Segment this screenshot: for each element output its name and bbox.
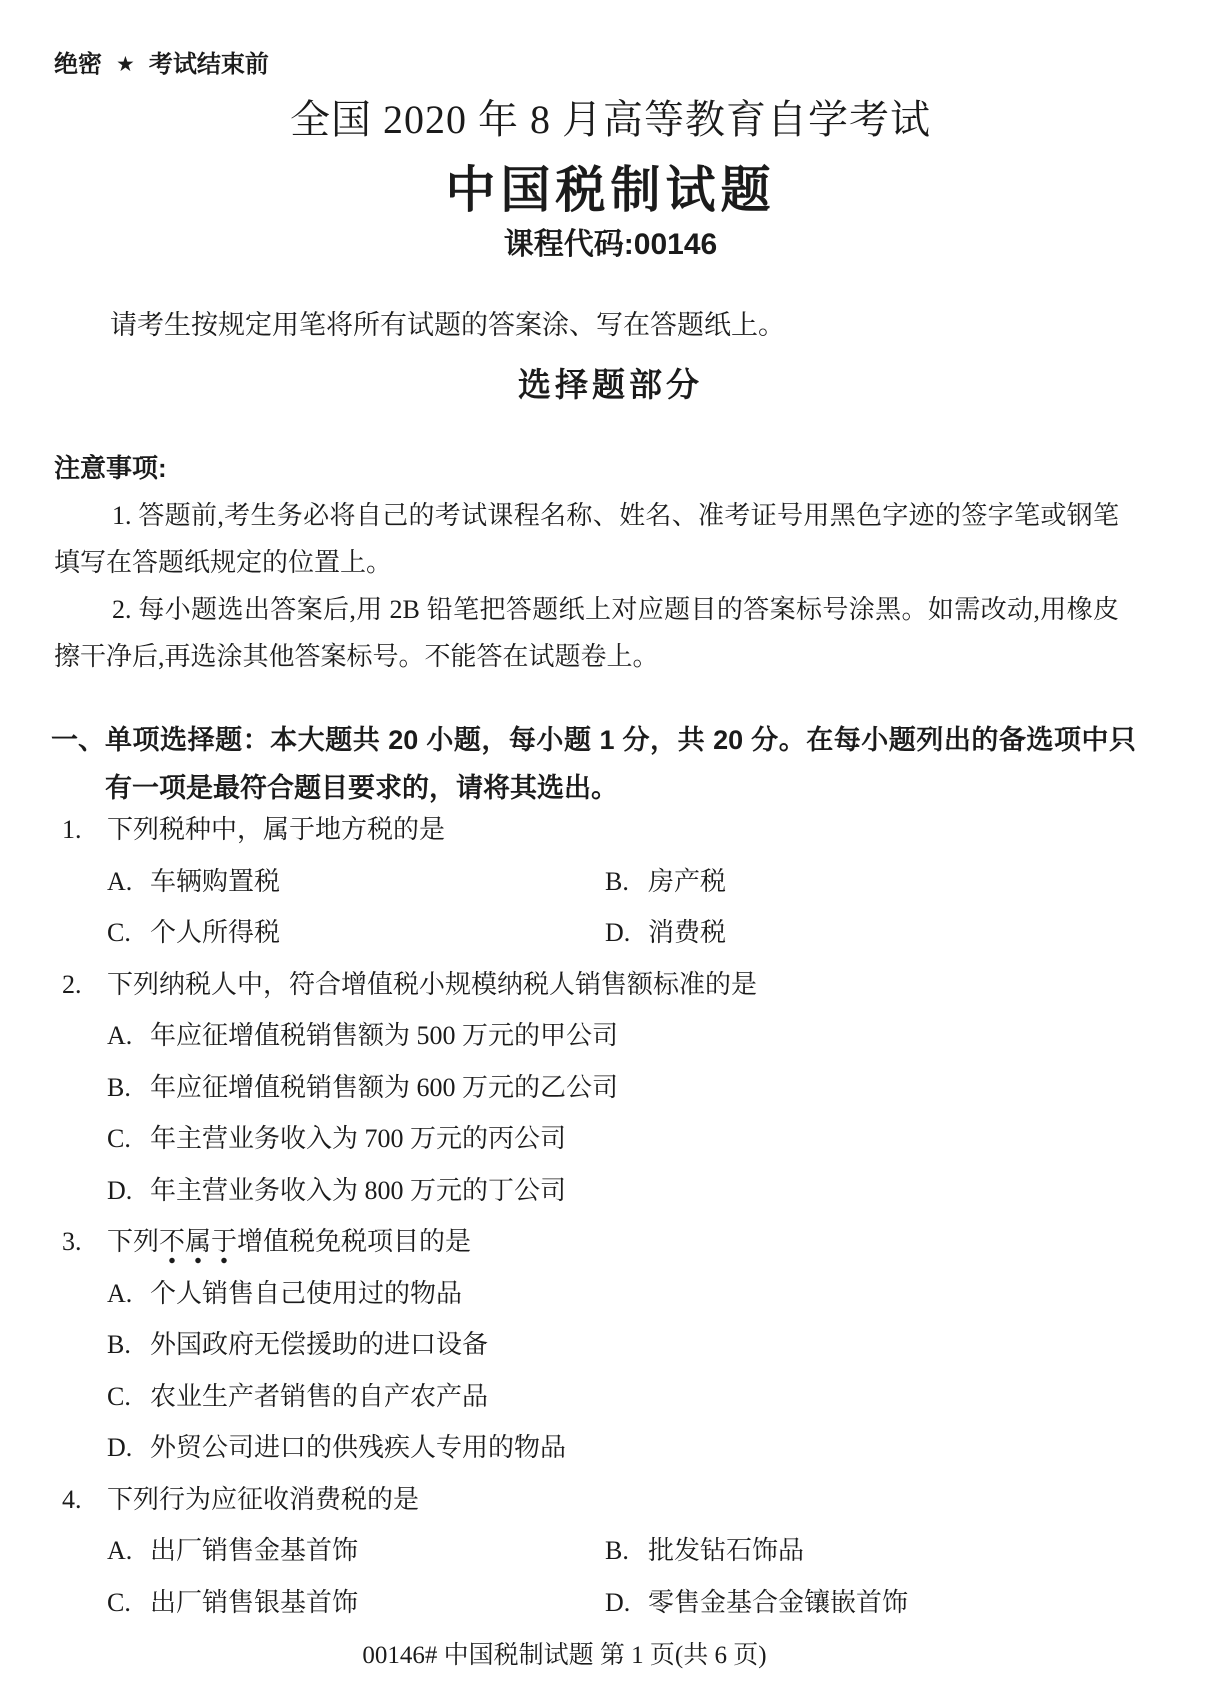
option-text: 个人销售自己使用过的物品 — [150, 1278, 463, 1308]
stem-pre: 下列 — [107, 1227, 160, 1256]
option-b: B. 房产税 — [605, 856, 1162, 908]
question-4 — [62, 1474, 1162, 1629]
exam-title: 全国 2020 年 8 月高等教育自学考试 — [290, 97, 931, 142]
option-a: A. 年应征增值税销售额为 500 万元的甲公司 — [107, 1010, 1162, 1062]
question-number: 4. — [62, 1484, 82, 1514]
option-text: 年主营业务收入为 800 万元的丁公司 — [150, 1175, 567, 1205]
question-stem: 下列行为应征收消费税的是 — [107, 1484, 420, 1514]
question-number: 1. — [62, 815, 82, 844]
notes-block — [54, 445, 1119, 680]
question-number: 3. — [62, 1227, 82, 1256]
option-c: C. 出厂销售银基首饰 — [107, 1577, 605, 1629]
option-text: 零售金基合金镶嵌首饰 — [648, 1587, 909, 1617]
question-1 — [62, 804, 1162, 959]
option-text: 批发钻石饰品 — [648, 1536, 805, 1565]
notes-heading: 注意事项: — [54, 453, 167, 483]
note-item-2: 2. 每小题选出答案后,用 2B 铅笔把答题纸上对应题目的答案标号涂黑。如需改动,用橡皮擦干净后,再选涂其他答案标号。不能答在试题卷上。 — [54, 595, 1119, 671]
question-number: 2. — [62, 969, 82, 999]
secrecy-level-label: 绝密 — [54, 51, 102, 78]
option-text: 个人所得税 — [150, 918, 281, 947]
option-c: C. 个人所得税 — [107, 907, 605, 959]
subject-title: 中国税制试题 — [445, 162, 776, 218]
option-text: 外贸公司进口的供残疾人专用的物品 — [150, 1433, 567, 1462]
option-text: 年应征增值税销售额为 600 万元的乙公司 — [150, 1072, 619, 1102]
option-d: D. 零售金基合金镶嵌首饰 — [605, 1577, 1162, 1629]
stem-post: 增值税免税项目的是 — [237, 1227, 472, 1256]
option-text: 消费税 — [648, 918, 727, 947]
question-stem — [107, 1216, 1162, 1268]
option-text: 出厂销售金基首饰 — [150, 1536, 359, 1565]
option-a: A. 出厂销售金基首饰 — [107, 1525, 605, 1577]
option-c: C. 农业生产者销售的自产农产品 — [107, 1371, 1162, 1423]
question-stem: 下列税种中，属于地方税的是 — [107, 815, 446, 844]
option-b: B. 批发钻石饰品 — [605, 1525, 1162, 1577]
option-a: A. 车辆购置税 — [107, 856, 605, 908]
secrecy-suffix-label: 考试结束前 — [148, 51, 269, 78]
star-icon: ★ — [116, 53, 135, 76]
option-text: 农业生产者销售的自产农产品 — [150, 1381, 489, 1411]
answer-sheet-notice: 请考生按规定用笔将所有试题的答案涂、写在答题纸上。 — [110, 310, 785, 340]
question-3 — [62, 1216, 1162, 1474]
page-footer: 00146# 中国税制试题 第 1 页(共 6 页) — [362, 1642, 767, 1669]
option-b: B. 外国政府无偿援助的进口设备 — [107, 1319, 1162, 1371]
section-number: 一、 — [51, 725, 105, 755]
option-text: 房产税 — [648, 866, 727, 896]
section-heading — [51, 716, 1136, 812]
option-d: D. 外贸公司进口的供残疾人专用的物品 — [107, 1422, 1162, 1474]
option-text: 外国政府无偿援助的进口设备 — [150, 1330, 489, 1359]
note-item-1: 1. 答题前,考生务必将自己的考试课程名称、姓名、准考证号用黑色字迹的签字笔或钢笔填写在答题纸规定的位置上。 — [54, 501, 1119, 577]
option-c: C. 年主营业务收入为 700 万元的丙公司 — [107, 1113, 1162, 1165]
secrecy-line — [54, 50, 269, 80]
part-title: 选择题部分 — [518, 366, 703, 403]
option-b: B. 年应征增值税销售额为 600 万元的乙公司 — [107, 1062, 1162, 1114]
option-d: D. 消费税 — [605, 907, 1162, 959]
question-list — [62, 804, 1162, 1628]
option-text: 年主营业务收入为 700 万元的丙公司 — [150, 1124, 567, 1153]
question-2 — [62, 959, 1162, 1217]
option-text: 年应征增值税销售额为 500 万元的甲公司 — [150, 1021, 619, 1050]
option-a: A. 个人销售自己使用过的物品 — [107, 1268, 1162, 1320]
option-text: 车辆购置税 — [150, 866, 281, 896]
option-text: 出厂销售银基首饰 — [150, 1587, 359, 1617]
course-code: 课程代码:00146 — [503, 228, 718, 261]
emphasized-text: 不属于 — [159, 1227, 237, 1265]
option-d: D. 年主营业务收入为 800 万元的丁公司 — [107, 1165, 1162, 1217]
question-stem: 下列纳税人中，符合增值税小规模纳税人销售额标准的是 — [107, 969, 758, 999]
section-title: 单项选择题：本大题共 20 小题，每小题 1 分，共 20 分。在每小题列出的备选项中只有一项是最符合题目要求的，请将其选出。 — [105, 725, 1136, 803]
